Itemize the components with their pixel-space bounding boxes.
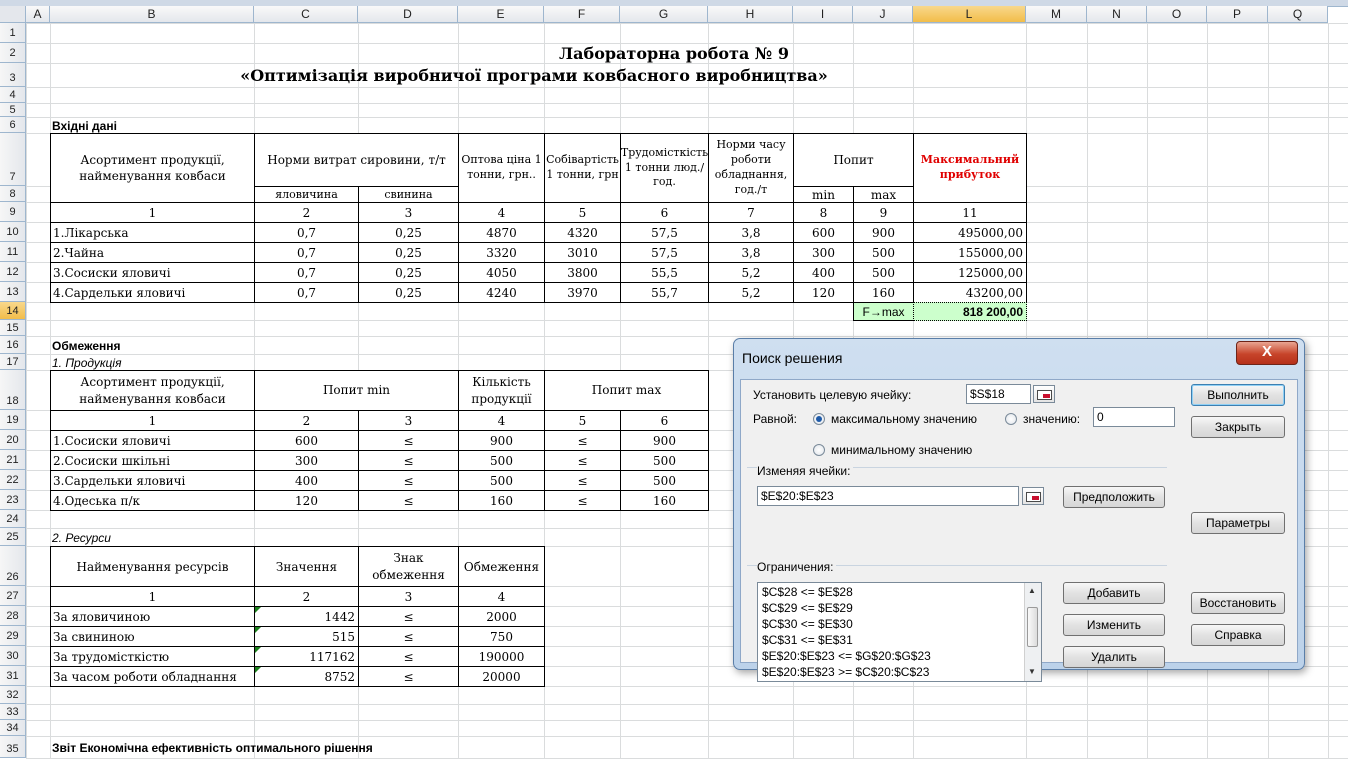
column-header-H[interactable]: H	[708, 6, 793, 23]
row-header-1[interactable]: 1	[0, 23, 26, 43]
row-header-22[interactable]: 22	[0, 470, 26, 490]
row-header-7[interactable]: 7	[0, 133, 26, 186]
value-input[interactable]: 0	[1093, 407, 1175, 427]
table-cell: 55,5	[620, 262, 709, 283]
constraint-item[interactable]: $C$31 <= $E$31	[762, 633, 853, 647]
resource-name: За часом роботи обладнання	[50, 666, 255, 687]
col-number: 5	[544, 202, 621, 223]
table-cell: 3,8	[708, 242, 794, 263]
value-radio-label[interactable]: значению:	[1023, 412, 1081, 426]
dialog-body	[740, 379, 1298, 679]
row-header-28[interactable]: 28	[0, 606, 26, 626]
table-cell: ≤	[358, 606, 459, 627]
table-cell: 3320	[458, 242, 545, 263]
row-header-26[interactable]: 26	[0, 546, 26, 586]
constraint-item[interactable]: $C$29 <= $E$29	[762, 601, 853, 615]
help-button[interactable]: Справка	[1191, 624, 1285, 646]
table-cell: 2000	[458, 606, 545, 627]
header-demand-min: Попит min	[254, 370, 459, 411]
row-header-15[interactable]: 15	[0, 320, 26, 336]
table-cell: 900	[620, 430, 709, 451]
table-cell: ≤	[544, 450, 621, 471]
table-cell: 3800	[544, 262, 621, 283]
grid-line-h	[26, 103, 1348, 104]
col-number: 8	[793, 202, 854, 223]
column-header-L[interactable]: L	[913, 6, 1026, 23]
table-cell: 160	[620, 490, 709, 511]
table-cell: 900	[458, 430, 545, 451]
table-cell: 0,7	[254, 222, 359, 243]
table-cell: 4240	[458, 282, 545, 303]
column-header-N[interactable]: N	[1087, 6, 1147, 23]
col-number: 11	[913, 202, 1027, 223]
table-cell: 495000,00	[913, 222, 1027, 243]
parameters-button[interactable]: Параметры	[1191, 512, 1285, 534]
value-radio[interactable]	[1005, 413, 1017, 425]
table-cell: ≤	[358, 626, 459, 647]
col-number: 9	[853, 202, 914, 223]
table-cell: 0,7	[254, 242, 359, 263]
table-cell: 4870	[458, 222, 545, 243]
row-header-23[interactable]: 23	[0, 490, 26, 510]
col-number: 6	[620, 202, 709, 223]
row-header-27[interactable]: 27	[0, 586, 26, 606]
table-cell: 500	[853, 262, 914, 283]
row-header-29[interactable]: 29	[0, 626, 26, 646]
table-cell: 0,25	[358, 282, 459, 303]
grid-line-h	[26, 720, 1348, 721]
column-header-A[interactable]: A	[26, 6, 50, 23]
table-cell: 120	[254, 490, 359, 511]
table-cell: 5,2	[708, 262, 794, 283]
row-header-21[interactable]: 21	[0, 450, 26, 470]
dialog-close-button[interactable]: X	[1236, 341, 1298, 365]
table-cell: 515	[254, 626, 359, 647]
header-pork: свинина	[358, 186, 459, 203]
table-cell: 500	[458, 450, 545, 471]
row-header-31[interactable]: 31	[0, 666, 26, 686]
column-header-M[interactable]: M	[1026, 6, 1087, 23]
table-cell: 55,7	[620, 282, 709, 303]
row-header-18[interactable]: 18	[0, 370, 26, 410]
table-cell: 4050	[458, 262, 545, 283]
column-header-E[interactable]: E	[458, 6, 544, 23]
section-input-data: Вхідні дані	[52, 118, 117, 133]
add-constraint-button[interactable]: Добавить	[1063, 582, 1165, 604]
column-header-G[interactable]: G	[620, 6, 708, 23]
column-header-Q[interactable]: Q	[1268, 6, 1328, 23]
objective-value[interactable]: 818 200,00	[913, 302, 1027, 321]
table-cell: 500	[620, 470, 709, 491]
table-cell: 1442	[254, 606, 359, 627]
select-all-corner[interactable]	[0, 6, 26, 23]
header-assortment: Асортимент продукції, найменування ковбаси	[50, 133, 255, 203]
row-header-16[interactable]: 16	[0, 336, 26, 354]
table-cell: 0,25	[358, 242, 459, 263]
report-title: Звіт Економічна ефективність оптимального рішення	[52, 740, 373, 755]
col-number: 3	[358, 586, 459, 607]
header-labor: Трудомісткість 1 тонни люд./год.	[620, 133, 709, 203]
col-number: 1	[50, 410, 255, 431]
run-button[interactable]: Выполнить	[1191, 384, 1285, 406]
table-cell: 0,7	[254, 262, 359, 283]
table-cell: 900	[853, 222, 914, 243]
col-number: 4	[458, 410, 545, 431]
row-header-30[interactable]: 30	[0, 646, 26, 666]
table-cell: 120	[793, 282, 854, 303]
table-cell: 500	[620, 450, 709, 471]
header-demand: Попит	[793, 133, 914, 187]
col-number: 3	[358, 202, 459, 223]
table-cell: ≤	[358, 666, 459, 687]
product-name: 4.Одеська п/к	[50, 490, 255, 511]
table-cell: 4320	[544, 222, 621, 243]
table-cell: 57,5	[620, 222, 709, 243]
col-number: 1	[50, 202, 255, 223]
col-number: 2	[254, 202, 359, 223]
product-name: 3.Сардельки яловичі	[50, 470, 255, 491]
row-header-5[interactable]: 5	[0, 103, 26, 117]
product-name: 2.Чайна	[50, 242, 255, 263]
header-resource-sign: Знак обмеження	[358, 546, 459, 587]
column-header-D[interactable]: D	[358, 6, 458, 23]
table-cell: 400	[793, 262, 854, 283]
table-cell: 3,8	[708, 222, 794, 243]
table-cell: 3970	[544, 282, 621, 303]
solver-dialog	[733, 338, 1305, 679]
table-cell: 160	[853, 282, 914, 303]
subsection-resources: 2. Ресурси	[52, 530, 111, 545]
guess-button[interactable]: Предположить	[1063, 486, 1165, 508]
row-header-9[interactable]: 9	[0, 202, 26, 222]
table-cell: ≤	[544, 490, 621, 511]
header-beef: яловичина	[254, 186, 359, 203]
header-resource-value: Значення	[254, 546, 359, 587]
header-price: Оптова ціна 1 тонни, грн..	[458, 133, 545, 203]
equal-label: Равной:	[753, 412, 797, 426]
max-radio-label[interactable]: максимальному значению	[831, 412, 978, 426]
col-number: 7	[708, 202, 794, 223]
header-max: max	[853, 186, 914, 203]
header-assortment: Асортимент продукції, найменування ковбаси	[50, 370, 255, 411]
row-header-19[interactable]: 19	[0, 410, 26, 430]
row-header-17[interactable]: 17	[0, 354, 26, 370]
table-cell: ≤	[358, 490, 459, 511]
resource-name: За яловичиною	[50, 606, 255, 627]
row-header-14[interactable]: 14	[0, 302, 26, 320]
table-cell: 43200,00	[913, 282, 1027, 303]
row-header-13[interactable]: 13	[0, 282, 26, 302]
product-name: 1.Лікарська	[50, 222, 255, 243]
product-name: 3.Сосиски яловичі	[50, 262, 255, 283]
col-number: 6	[620, 410, 709, 431]
row-header-8[interactable]: 8	[0, 186, 26, 202]
col-number: 1	[50, 586, 255, 607]
table-cell: 5,2	[708, 282, 794, 303]
row-header-35[interactable]: 35	[0, 736, 26, 758]
change-constraint-button[interactable]: Изменить	[1063, 614, 1165, 636]
col-number: 2	[254, 586, 359, 607]
col-number: 2	[254, 410, 359, 431]
row-header-20[interactable]: 20	[0, 430, 26, 450]
col-number: 4	[458, 586, 545, 607]
constraint-item[interactable]: $E$20:$E$23 <= $G$20:$G$23	[762, 649, 931, 663]
grid-line-h	[26, 23, 1348, 24]
table-cell: 117162	[254, 646, 359, 667]
row-header-32[interactable]: 32	[0, 686, 26, 704]
product-name: 1.Сосиски яловичі	[50, 430, 255, 451]
col-number: 3	[358, 410, 459, 431]
row-header-12[interactable]: 12	[0, 262, 26, 282]
table-cell: 190000	[458, 646, 545, 667]
table-cell: ≤	[358, 430, 459, 451]
table-cell: 3010	[544, 242, 621, 263]
table-cell: ≤	[358, 470, 459, 491]
range-picker-icon[interactable]	[1022, 487, 1044, 505]
header-resource-limit: Обмеження	[458, 546, 545, 587]
scroll-thumb[interactable]	[1027, 607, 1038, 647]
constraint-item[interactable]: $C$30 <= $E$30	[762, 617, 853, 631]
section-constraints: Обмеження	[52, 338, 121, 353]
changing-cells-input[interactable]: $E$20:$E$23	[757, 486, 1019, 506]
reset-button[interactable]: Восстановить	[1191, 592, 1285, 614]
header-min: min	[793, 186, 854, 203]
min-radio[interactable]	[813, 444, 825, 456]
target-cell-input[interactable]: $S$18	[966, 384, 1031, 404]
col-number: 5	[544, 410, 621, 431]
table-cell: 600	[254, 430, 359, 451]
col-number: 4	[458, 202, 545, 223]
table-cell: 600	[793, 222, 854, 243]
header-quantity: Кількість продукції	[458, 370, 545, 411]
constraint-item[interactable]: $E$20:$E$23 >= $C$20:$C$23	[762, 665, 930, 679]
table-cell: ≤	[544, 430, 621, 451]
table-cell: 500	[853, 242, 914, 263]
column-header-P[interactable]: P	[1207, 6, 1268, 23]
table-cell: ≤	[358, 450, 459, 471]
list-scrollbar[interactable]	[1024, 583, 1041, 681]
constraints-label: Ограничения:	[757, 560, 836, 574]
range-picker-icon[interactable]	[1033, 385, 1055, 403]
scroll-down-icon[interactable]: ▼	[1028, 667, 1036, 676]
table-cell: 57,5	[620, 242, 709, 263]
column-header-C[interactable]: C	[254, 6, 358, 23]
column-header-F[interactable]: F	[544, 6, 620, 23]
table-cell: 500	[458, 470, 545, 491]
row-header-3[interactable]: 3	[0, 63, 26, 87]
row-header-2[interactable]: 2	[0, 43, 26, 63]
dialog-title: Поиск решения	[742, 350, 843, 366]
column-header-I[interactable]: I	[793, 6, 853, 23]
table-cell: 0,7	[254, 282, 359, 303]
header-resource-name: Найменування ресурсів	[50, 546, 255, 587]
row-header-10[interactable]: 10	[0, 222, 26, 242]
title-line2: «Оптимізація виробничої програми ковбасного виробництва»	[240, 66, 828, 85]
table-cell: 20000	[458, 666, 545, 687]
table-cell: ≤	[358, 646, 459, 667]
subsection-products: 1. Продукція	[52, 355, 122, 370]
changing-cells-label: Изменяя ячейки:	[757, 464, 853, 478]
row-header-11[interactable]: 11	[0, 242, 26, 262]
close-button[interactable]: Закрыть	[1191, 416, 1285, 438]
header-cost: Собівартість 1 тонни, грн	[544, 133, 621, 203]
table-cell: 300	[793, 242, 854, 263]
table-cell: 0,25	[358, 222, 459, 243]
product-name: 4.Сардельки яловичі	[50, 282, 255, 303]
delete-constraint-button[interactable]: Удалить	[1063, 646, 1165, 668]
resource-name: За трудомісткістю	[50, 646, 255, 667]
max-radio[interactable]	[813, 413, 825, 425]
header-norms: Норми витрат сировини, т/т	[254, 133, 459, 187]
constraint-item[interactable]: $C$28 <= $E$28	[762, 585, 853, 599]
header-hours: Норми часу роботи обладнання, год./т	[708, 133, 794, 203]
row-header-24[interactable]: 24	[0, 510, 26, 528]
row-header-34[interactable]: 34	[0, 720, 26, 736]
constraints-list[interactable]	[757, 582, 1042, 682]
resource-name: За свининою	[50, 626, 255, 647]
row-header-33[interactable]: 33	[0, 704, 26, 720]
header-demand-max: Попит max	[544, 370, 709, 411]
table-cell: ≤	[544, 470, 621, 491]
grid-line-h	[26, 704, 1348, 705]
objective-label: F→max	[853, 302, 914, 321]
table-cell: 155000,00	[913, 242, 1027, 263]
product-name: 2.Сосиски шкільні	[50, 450, 255, 471]
grid-line-h	[26, 320, 1348, 321]
title-line1: Лабораторна робота № 9	[559, 44, 789, 63]
table-cell: 750	[458, 626, 545, 647]
column-header-O[interactable]: O	[1147, 6, 1207, 23]
table-cell: 125000,00	[913, 262, 1027, 283]
table-cell: 300	[254, 450, 359, 471]
table-cell: 0,25	[358, 262, 459, 283]
column-header-J[interactable]: J	[853, 6, 913, 23]
table-cell: 400	[254, 470, 359, 491]
row-header-25[interactable]: 25	[0, 528, 26, 546]
table-cell: 8752	[254, 666, 359, 687]
table-cell: 160	[458, 490, 545, 511]
header-profit: Максимальний прибуток	[913, 133, 1027, 203]
row-header-6[interactable]: 6	[0, 117, 26, 133]
target-cell-label: Установить целевую ячейку:	[753, 388, 912, 402]
scroll-up-icon[interactable]: ▲	[1028, 586, 1036, 595]
column-header-B[interactable]: B	[50, 6, 254, 23]
row-header-4[interactable]: 4	[0, 87, 26, 103]
min-radio-label[interactable]: минимальному значению	[831, 443, 973, 457]
